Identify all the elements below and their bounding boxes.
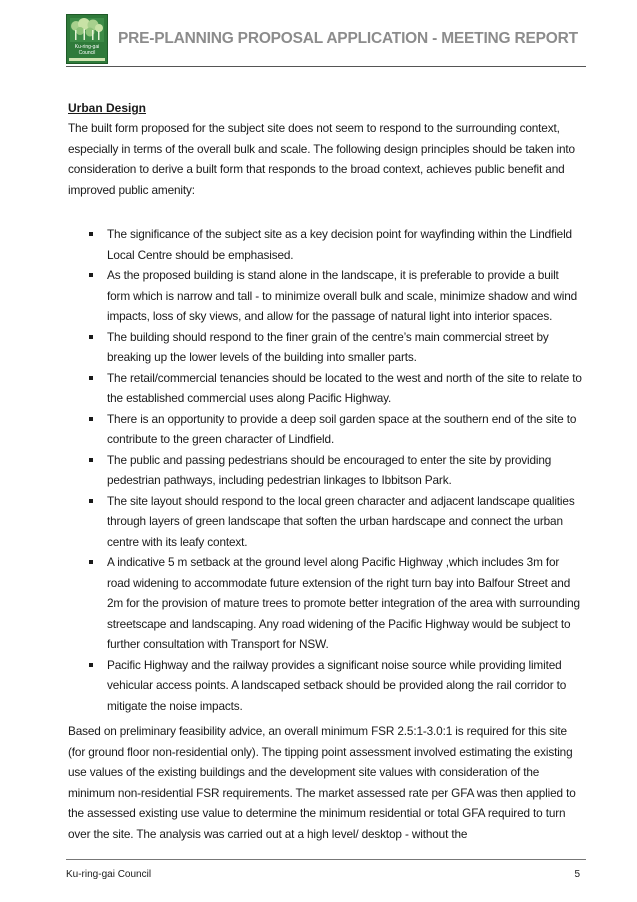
list-item [68, 655, 584, 717]
logo-name-line2: Council [78, 50, 96, 56]
intro-paragraph: The built form proposed for the subject site does not seem to respond to the surrounding context, especially in terms of the overall bulk and scale. The following design principles should be taken into consideration to derive a built form that responds to the broad context, achieves public benefit and improved public amenity: [68, 121, 575, 197]
list-item [68, 552, 584, 655]
list-item [68, 450, 584, 491]
design-principles-list [68, 224, 584, 716]
footer-organisation: Ku-ring-gai Council [66, 869, 152, 880]
page-header [66, 14, 586, 64]
list-item-text: The significance of the subject site as a key decision point for wayfinding within the Lindfield Local Centre should be emphasised. [107, 227, 572, 262]
list-item-text: Pacific Highway and the railway provides a significant noise source while providing limited vehicular access points. A landscaped setback should be provided along the rail corridor to mitigate the noise impacts. [107, 657, 567, 713]
bullet-icon [89, 232, 93, 236]
closing-paragraph: Based on preliminary feasibility advice, an overall minimum FSR 2.5:1-3.0:1 is required for this site (for ground floor non-residential only). The tipping point assessment involved estimating the existing use values of the existing buildings and the development site values with consideration of the minimum non-residential FSR requirements. The market assessed rate per GFA was then applied to the assessed existing use value to determine the minimum residential or total GFA required to turn over the site. The analysis was carried out at a high level/ desktop - without the [68, 724, 576, 841]
header-divider [66, 66, 586, 67]
logo-strip [69, 58, 105, 61]
list-item [68, 224, 584, 265]
section-heading: Urban Design [68, 101, 147, 115]
report-body [68, 98, 584, 844]
bullet-icon [89, 560, 93, 564]
council-logo [66, 14, 108, 64]
bullet-icon [89, 273, 93, 277]
list-item-text: There is an opportunity to provide a deep soil garden space at the southern end of the site to contribute to the green character of Lindfield. [107, 411, 577, 446]
bullet-icon [89, 458, 93, 462]
list-item-text: The retail/commercial tenancies should be located to the west and north of the site to relate to the established commercial uses along Pacific Highway. [107, 370, 582, 405]
list-item [68, 491, 584, 553]
bullet-icon [89, 376, 93, 380]
list-item [68, 327, 584, 368]
list-item [68, 265, 584, 327]
list-item-text: A indicative 5 m setback at the ground level along Pacific Highway ,which includes 3m for road widening to accommodate future extension of the right turn bay into Balfour Street and 2m for the provision of mature trees to promote better integration of the area with surrounding streetscape and landscaping. Any road widening of the Pacific Highway would be subject to further consultation with Transport for NSW. [107, 555, 580, 651]
tree-logo-icon [70, 18, 104, 42]
bullet-icon [89, 417, 93, 421]
footer-divider [66, 859, 586, 860]
bullet-icon [89, 499, 93, 503]
report-title: PRE-PLANNING PROPOSAL APPLICATION - MEETING REPORT [118, 30, 578, 47]
bullet-icon [89, 335, 93, 339]
bullet-icon [89, 663, 93, 667]
list-item-text: The site layout should respond to the local green character and adjacent landscape qualities through layers of green landscape that soften the urban hardscape and connect the urban centre with its leafy context. [107, 493, 575, 549]
list-item [68, 409, 584, 450]
list-item-text: The building should respond to the finer grain of the centre’s main commercial street by breaking up the lower levels of the building into smaller parts. [107, 329, 549, 364]
page-number: 5 [574, 869, 580, 880]
list-item-text: As the proposed building is stand alone in the landscape, it is preferable to provide a built form which is narrow and tall - to minimize overall bulk and scale, minimize shadow and wind impacts, loss of sky views, and allow for the passage of natural light into interior spaces. [107, 268, 578, 323]
list-item-text: The public and passing pedestrians should be encouraged to enter the site by providing pedestrian pathways, including pedestrian linkages to Ibbitson Park. [107, 452, 552, 487]
list-item [68, 368, 584, 409]
logo-name-line1: Ku-ring-gai [74, 44, 100, 50]
